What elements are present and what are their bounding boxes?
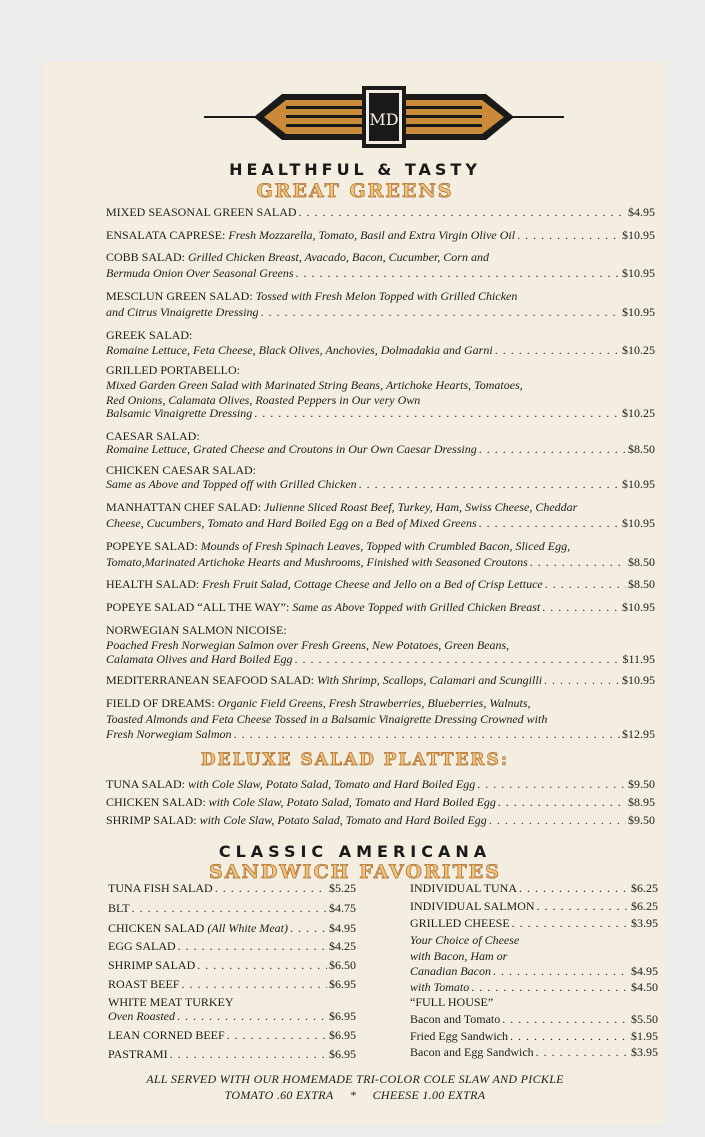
item-name: SHRIMP SALAD <box>108 958 196 972</box>
item-desc: Tossed with Fresh Melon Topped with Grilled Chicken <box>255 289 518 303</box>
item-name: GREEK SALAD: <box>106 328 193 342</box>
menu-item-cont <box>106 726 655 742</box>
menu-item-cont <box>410 979 658 995</box>
menu-item <box>108 900 356 916</box>
item-price: $10.95 <box>622 266 655 280</box>
item-name: INDIVIDUAL SALMON <box>410 899 535 913</box>
item-name: SHRIMP SALAD: <box>106 813 197 827</box>
item-name: CHICKEN SALAD <box>108 921 205 935</box>
item-price: $8.95 <box>628 795 655 809</box>
item-desc: Your Choice of Cheese <box>410 933 520 947</box>
item-price: $9.50 <box>628 813 655 827</box>
item-name: MEDITERRANEAN SEAFOOD SALAD: <box>106 673 315 687</box>
item-desc: Toasted Almonds and Feta Cheese Tossed in a Balsamic Vinaigrette Dressing Crowned with <box>106 712 548 726</box>
item-name: GRILLED CHEESE <box>410 916 510 930</box>
item-desc: with Tomato <box>410 980 470 994</box>
menu-item-cont <box>106 342 655 358</box>
menu-item <box>106 576 655 592</box>
item-price: $10.95 <box>622 600 655 614</box>
item-desc: Red Onions, Calamata Olives, Roasted Peppers in Our very Own <box>106 393 421 407</box>
item-desc: With Shrimp, Scallops, Calamari and Scungilli <box>317 673 543 687</box>
item-name: COBB SALAD: <box>106 250 186 264</box>
item-name: EGG SALAD <box>108 939 176 953</box>
item-desc: Calamata Olives and Hard Boiled Egg <box>106 652 293 666</box>
menu-item-cont <box>106 441 655 457</box>
item-name: Bacon and Egg Sandwich <box>410 1045 534 1059</box>
item-desc: Grilled Chicken Breast, Avacado, Bacon, Cucumber, Corn and <box>188 250 489 264</box>
item-name: CHICKEN CAESAR SALAD: <box>106 463 257 477</box>
menu-item-cont <box>106 476 655 492</box>
menu-item <box>106 538 570 554</box>
item-desc: Fresh Norwegiam Salmon <box>106 727 232 741</box>
item-price: $8.50 <box>628 577 655 591</box>
item-desc: Cheese, Cucumbers, Tomato and Hard Boiled Egg on a Bed of Mixed Greens <box>106 516 477 530</box>
item-desc: Romaine Lettuce, Grated Cheese and Croutons in Our Own Caesar Dressing <box>106 442 477 456</box>
item-price: $4.95 <box>631 964 658 978</box>
item-name: INDIVIDUAL TUNA <box>410 881 517 895</box>
item-price: $10.95 <box>622 305 655 319</box>
item-desc: (All White Meat) <box>207 921 288 935</box>
item-price: $8.50 <box>628 442 655 456</box>
menu-item <box>106 227 655 243</box>
platters-heading: DELUXE SALAD PLATTERS: <box>200 750 510 770</box>
item-name: ROAST BEEF <box>108 977 180 991</box>
item-price: $4.25 <box>329 939 356 953</box>
item-price: $10.95 <box>622 516 655 530</box>
item-name: POPEYE SALAD “ALL THE WAY”: <box>106 600 290 614</box>
item-desc: Organic Field Greens, Fresh Strawberries, Blueberries, Walnuts, <box>217 696 531 710</box>
item-price: $4.95 <box>329 921 356 935</box>
item-desc: with Cole Slaw, Potato Salad, Tomato and Hard Boiled Egg <box>188 777 476 791</box>
item-price: $6.95 <box>329 1028 356 1042</box>
menu-item <box>106 695 531 711</box>
item-name: LEAN CORNED BEEF <box>108 1028 225 1042</box>
item-desc: Romaine Lettuce, Feta Cheese, Black Olives, Anchovies, Dolmadakia and Garni <box>106 343 493 357</box>
menu-item <box>108 880 356 896</box>
menu-item <box>106 499 577 515</box>
item-desc: Bermuda Onion Over Seasonal Greens <box>106 266 294 280</box>
item-desc: Mixed Garden Green Salad with Marinated String Beans, Artichoke Hearts, Tomatoes, <box>106 378 523 392</box>
item-desc: and Citrus Vinaigrette Dressing <box>106 305 259 319</box>
item-name: CHICKEN SALAD: <box>106 795 206 809</box>
item-name: FIELD OF DREAMS: <box>106 696 215 710</box>
item-price: $6.50 <box>329 958 356 972</box>
menu-item <box>410 880 658 896</box>
item-name: GRILLED PORTABELLO: <box>106 363 240 377</box>
menu-item <box>410 1044 658 1060</box>
item-name: TUNA SALAD: <box>106 777 186 791</box>
menu-item-cont <box>108 1008 356 1024</box>
md-logo-icon <box>204 84 564 150</box>
item-price: $6.95 <box>329 1009 356 1023</box>
item-price: $4.75 <box>329 901 356 915</box>
item-desc: Canadian Bacon <box>410 964 491 978</box>
menu-item <box>108 1027 356 1043</box>
item-desc: Same as Above and Topped off with Grilled Chicken <box>106 477 357 491</box>
item-desc: Tomato,Marinated Artichoke Hearts and Mushrooms, Finished with Seasoned Croutons <box>106 555 528 569</box>
section-subheading-sandwiches: SANDWICH FAVORITES <box>209 861 501 883</box>
item-name: POPEYE SALAD: <box>106 539 198 553</box>
item-price: $5.25 <box>329 881 356 895</box>
item-name: MESCLUN GREEN SALAD: <box>106 289 253 303</box>
menu-item-cont <box>106 651 655 667</box>
item-desc: Fresh Mozzarella, Tomato, Basil and Extra Virgin Olive Oil <box>228 228 516 242</box>
section-subheading-greens: GREAT GREENS <box>256 180 454 202</box>
item-price: $10.95 <box>622 228 655 242</box>
item-name: MIXED SEASONAL GREEN SALAD <box>106 205 297 219</box>
menu-item <box>106 794 655 810</box>
item-name: WHITE MEAT TURKEY <box>108 995 234 1009</box>
item-price: $8.50 <box>628 555 655 569</box>
item-name: TUNA FISH SALAD <box>108 881 213 895</box>
menu-item <box>108 938 356 954</box>
item-name: Fried Egg Sandwich <box>410 1029 508 1043</box>
item-desc: with Bacon, Ham or <box>410 949 508 963</box>
item-price: $6.95 <box>329 1047 356 1061</box>
menu-item <box>410 898 658 914</box>
menu-page <box>44 62 666 1124</box>
item-name: MANHATTAN CHEF SALAD: <box>106 500 262 514</box>
item-price: $12.95 <box>622 727 655 741</box>
item-price: $1.95 <box>631 1029 658 1043</box>
menu-item <box>106 204 655 220</box>
menu-item-cont <box>106 554 655 570</box>
menu-item <box>410 1028 658 1044</box>
menu-item <box>108 957 356 973</box>
menu-item <box>106 288 517 304</box>
item-desc: Oven Roasted <box>108 1009 175 1023</box>
item-price: $4.95 <box>628 205 655 219</box>
item-name: PASTRAMI <box>108 1047 168 1061</box>
section-heading-americana: CLASSIC AMERICANA <box>218 842 492 861</box>
footer-note-line2: TOMATO .60 EXTRA * CHEESE 1.00 EXTRA <box>224 1088 486 1102</box>
section-heading-healthful: HEALTHFUL & TASTY <box>229 160 481 179</box>
menu-item <box>106 776 655 792</box>
item-price: $10.25 <box>622 406 655 420</box>
footer-note-line1: ALL SERVED WITH OUR HOMEMADE TRI-COLOR COLE SLAW AND PICKLE <box>146 1072 564 1086</box>
menu-item <box>410 915 658 931</box>
menu-item <box>106 812 655 828</box>
item-price: $10.95 <box>622 477 655 491</box>
item-desc: Balsamic Vinaigrette Dressing <box>106 406 253 420</box>
item-name: CAESAR SALAD: <box>106 429 200 443</box>
menu-item-cont <box>106 265 655 281</box>
item-name: HEALTH SALAD: <box>106 577 200 591</box>
item-price: $6.25 <box>631 899 658 913</box>
item-price: $11.95 <box>622 652 655 666</box>
item-name: NORWEGIAN SALMON NICOISE: <box>106 623 287 637</box>
item-price: $10.95 <box>622 673 655 687</box>
menu-item-cont <box>410 963 658 979</box>
item-price: $9.50 <box>628 777 655 791</box>
item-price: $10.25 <box>622 343 655 357</box>
item-name: ENSALATA CAPRESE: <box>106 228 226 242</box>
menu-item <box>108 920 356 936</box>
item-desc: Mounds of Fresh Spinach Leaves, Topped with Crumbled Bacon, Sliced Egg, <box>200 539 571 553</box>
menu-item <box>106 249 489 265</box>
item-price: $3.95 <box>631 916 658 930</box>
item-desc: Poached Fresh Norwegian Salmon over Fresh Greens, New Potatoes, Green Beans, <box>106 638 510 652</box>
menu-item-cont <box>106 405 655 421</box>
menu-item <box>108 976 356 992</box>
menu-item <box>106 599 655 615</box>
menu-item-cont <box>106 515 655 531</box>
menu-item <box>106 672 655 688</box>
item-name: Bacon and Tomato <box>410 1012 501 1026</box>
item-name: BLT <box>108 901 130 915</box>
item-price: $4.50 <box>631 980 658 994</box>
item-desc: Same as Above Topped with Grilled Chicken Breast <box>292 600 541 614</box>
menu-item <box>108 1046 356 1062</box>
logo-monogram: MD <box>369 110 399 129</box>
menu-item <box>410 1011 658 1027</box>
item-price: $6.25 <box>631 881 658 895</box>
item-desc: with Cole Slaw, Potato Salad, Tomato and Hard Boiled Egg <box>199 813 487 827</box>
item-desc: Fresh Fruit Salad, Cottage Cheese and Jello on a Bed of Crisp Lettuce <box>202 577 543 591</box>
item-desc: with Cole Slaw, Potato Salad, Tomato and Hard Boiled Egg <box>208 795 496 809</box>
menu-item-cont <box>106 304 655 320</box>
item-price: $5.50 <box>631 1012 658 1026</box>
item-price: $6.95 <box>329 977 356 991</box>
item-name: “FULL HOUSE” <box>410 995 494 1009</box>
item-desc: Julienne Sliced Roast Beef, Turkey, Ham, Swiss Cheese, Cheddar <box>264 500 578 514</box>
item-price: $3.95 <box>631 1045 658 1059</box>
